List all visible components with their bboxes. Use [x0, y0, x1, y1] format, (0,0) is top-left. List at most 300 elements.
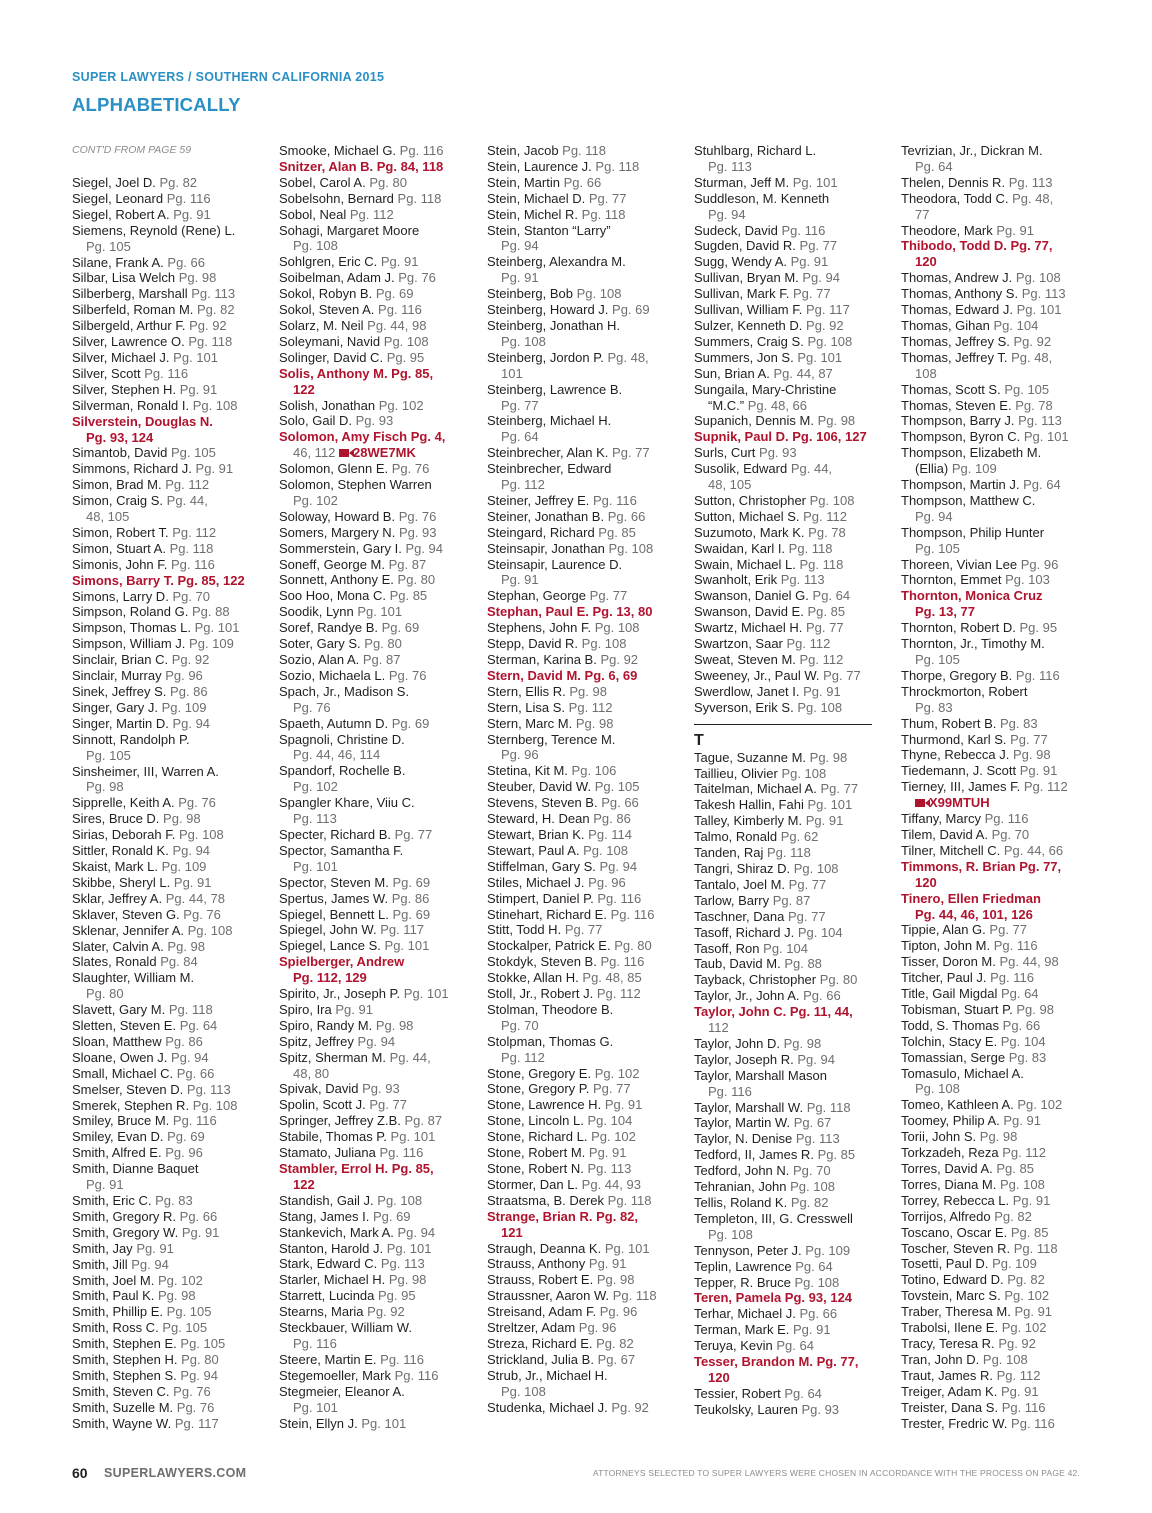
lawyer-entry: [279, 1272, 469, 1288]
page-ref: Pg. 64: [501, 429, 539, 445]
lawyer-name: Thomas, Gihan: [901, 317, 990, 333]
lawyer-name: Tilem, David A.: [901, 826, 988, 842]
page-ref: Pg. 82: [596, 1335, 634, 1351]
profile-page-ref: 84: [400, 158, 416, 174]
featured-lawyer-entry[interactable]: [487, 1209, 677, 1225]
lawyer-name: Slaughter, William M.: [72, 970, 195, 986]
lawyer-name: Sittler, Ronald K.: [72, 843, 169, 859]
lawyer-entry: [694, 750, 884, 766]
lawyer-entry: [694, 509, 884, 525]
page-ref: Pg. 95: [378, 1288, 416, 1304]
lawyer-entry: [487, 986, 677, 1002]
page-ref: Pg. 108: [794, 1274, 840, 1290]
lawyer-name: Standish, Gail J.: [279, 1192, 374, 1208]
lawyer-name: Strauss, Robert E.: [487, 1272, 594, 1288]
lawyer-entry: [279, 254, 469, 270]
lawyer-name: Tiffany, Marcy: [901, 811, 981, 827]
lawyer-name: Sweat, Steven M.: [694, 652, 796, 667]
lawyer-entry: [901, 159, 1091, 175]
lawyer-name: Sloane, Owen J.: [72, 1049, 168, 1065]
lawyer-entry: [487, 429, 677, 445]
lawyer-name: Simon, Craig S.: [72, 493, 164, 509]
lawyer-entry: [279, 891, 469, 907]
lawyer-name: Tiedemann, J. Scott: [901, 763, 1017, 779]
lawyer-name: Slater, Calvin A.: [72, 938, 164, 954]
lawyer-name: Stone, Robert N.: [487, 1161, 584, 1176]
lawyer-entry: [694, 1227, 884, 1243]
lawyer-entry: [72, 398, 262, 414]
page-ref: Pg. 112: [1023, 779, 1068, 795]
featured-lawyer-entry[interactable]: [694, 1290, 884, 1306]
page-ref: Pg. 94: [171, 1049, 209, 1065]
lawyer-name: Summers, Craig S.: [694, 333, 804, 349]
lawyer-name: Stanton, Harold J.: [279, 1240, 384, 1256]
lawyer-entry: [487, 254, 677, 270]
lawyer-entry: [901, 954, 1091, 970]
page-ref: Pg. 87: [388, 556, 427, 572]
page-ref: Pg. 91: [173, 874, 212, 890]
featured-lawyer-entry[interactable]: [72, 573, 262, 589]
lawyer-entry: [694, 207, 884, 223]
page-ref: Pg. 105: [166, 1304, 212, 1320]
lawyer-name: Soibelman, Adam J.: [279, 270, 395, 286]
lawyer-entry: [901, 668, 1091, 684]
lawyer-name: Sklaver, Steven G.: [72, 906, 180, 922]
lawyer-entry: [279, 843, 469, 859]
lawyer-name: Sipprelle, Keith A.: [72, 795, 175, 811]
lawyer-entry: [487, 716, 677, 732]
lawyer-entry: [487, 636, 677, 652]
featured-lawyer-entry[interactable]: [279, 954, 469, 970]
page-ref: Pg. 85: [996, 1161, 1034, 1176]
page-ref: Pg. 77: [823, 667, 861, 683]
profile-page-ref: 129: [345, 970, 367, 986]
featured-lawyer-entry[interactable]: [694, 429, 884, 445]
lawyer-entry: [487, 907, 677, 923]
page-ref: Pg. 94: [501, 238, 539, 254]
video-code[interactable]: [339, 445, 416, 460]
lawyer-entry: [72, 1384, 262, 1400]
page-ref: 77,: [1043, 858, 1062, 874]
lawyer-entry: [279, 445, 469, 461]
lawyer-entry: [279, 588, 469, 604]
lawyer-entry: [279, 1352, 469, 1368]
lawyer-name: Tolchin, Stacy E.: [901, 1033, 998, 1049]
lawyer-name: Terman, Mark E.: [694, 1322, 790, 1338]
lawyer-entry: [72, 1304, 262, 1320]
lawyer-entry: [901, 175, 1091, 191]
lawyer-entry: [694, 366, 884, 382]
lawyer-name: Stang, James I.: [279, 1208, 370, 1224]
lawyer-entry: [694, 1259, 884, 1275]
featured-lawyer-entry[interactable]: [279, 366, 469, 382]
lawyer-name: Sozio, Alan A.: [279, 652, 360, 667]
lawyer-entry: [694, 636, 884, 652]
page-number: 60: [72, 1465, 88, 1481]
profile-page-ref: 120: [708, 1369, 730, 1385]
page-ref: Pg. 108: [293, 238, 338, 254]
page-ref: Pg. 94: [180, 1367, 218, 1383]
lawyer-entry: [72, 302, 262, 318]
page-ref: 85,: [415, 365, 434, 381]
page-ref: Pg. 118: [562, 143, 607, 158]
page-ref: 85,: [201, 572, 224, 588]
page-ref: Pg. 91: [179, 381, 218, 397]
lawyer-entry: [279, 572, 469, 588]
page-ref: Pg. 101: [357, 604, 403, 620]
kicker-prefix: SUPER LAWYERS: [72, 70, 185, 84]
lawyer-entry: [279, 1177, 469, 1193]
lawyer-name: Stiffelman, Gary S.: [487, 858, 596, 874]
page-ref: Pg. 66: [563, 174, 602, 190]
page-ref: Pg. 94: [172, 715, 211, 731]
page-ref: Pg. 108: [192, 1097, 238, 1113]
lawyer-name: Smith, Gregory R.: [72, 1208, 177, 1224]
lawyer-name: Susolik, Edward: [694, 461, 788, 477]
page-ref: Pg. 116: [399, 143, 444, 158]
page-ref: Pg. 104: [763, 940, 808, 956]
lawyer-name: Sugden, David R.: [694, 238, 796, 254]
page-ref: Pg. 101: [293, 1399, 338, 1415]
lawyer-name: Tehranian, John: [694, 1179, 787, 1195]
lawyer-entry: [901, 191, 1091, 207]
lawyer-name: Steinberg, Bob: [487, 286, 574, 302]
page-ref: Pg. 108: [178, 827, 224, 843]
page-ref: Pg. 116: [708, 1083, 752, 1099]
lawyer-entry: [694, 1338, 884, 1354]
page-ref: Pg. 118: [188, 334, 233, 350]
lawyer-entry: [694, 143, 884, 159]
page-ref: Pg. 70: [793, 1163, 831, 1179]
featured-lawyer-entry[interactable]: [694, 1004, 884, 1020]
page-ref: Pg. 98: [596, 1272, 635, 1288]
page-ref: Pg. 80: [397, 572, 436, 588]
lawyer-name: Tisser, Doron M.: [901, 954, 996, 970]
lawyer-name: Stone, Gregory E.: [487, 1065, 592, 1081]
lawyer-name: Solarz, M. Neil: [279, 317, 364, 333]
page-ref: Pg. 85: [1010, 1224, 1049, 1240]
lawyer-entry: [487, 557, 677, 573]
featured-lawyer-entry[interactable]: [487, 668, 677, 684]
video-code[interactable]: [915, 795, 990, 810]
page-ref: Pg. 118: [806, 1099, 851, 1115]
lawyer-name: Spiegel, Bennett L.: [279, 906, 389, 922]
page-ref: Pg. 96: [501, 747, 539, 763]
lawyer-entry: [694, 477, 884, 493]
lawyer-name: Treister, Dana S.: [901, 1399, 999, 1415]
page-ref: Pg. 93: [398, 524, 437, 540]
lawyer-entry: [694, 893, 884, 909]
page-ref: Pg. 101: [797, 349, 843, 365]
lawyer-entry: [694, 557, 884, 573]
lawyer-name: Singer, Gary J.: [72, 699, 158, 715]
lawyer-entry: [901, 1288, 1091, 1304]
lawyer-entry: [901, 1304, 1091, 1320]
lawyer-name: Strange, Brian R. Pg.: [487, 1208, 617, 1224]
lawyer-entry: [487, 286, 677, 302]
page-ref: Pg. 116: [1011, 1415, 1055, 1431]
lawyer-name: Snitzer, Alan B. Pg.: [279, 158, 397, 174]
page-ref: Pg. 94: [131, 1256, 169, 1272]
lawyer-name: Smith, Phillip E.: [72, 1304, 164, 1320]
lawyer-name: Thum, Robert B.: [901, 715, 997, 731]
page-ref: Pg. 66: [1002, 1017, 1041, 1033]
lawyer-entry: [72, 859, 262, 875]
lawyer-name: Smooke, Michael G.: [279, 143, 397, 158]
lawyer-name: Templeton, III, G. Cresswell: [694, 1210, 853, 1226]
lawyer-name: Smith, Stephen S.: [72, 1367, 177, 1383]
lawyer-entry: [279, 1336, 469, 1352]
page-ref: Pg. 82: [1007, 1272, 1045, 1288]
page-ref: Pg. 69: [167, 1129, 205, 1145]
lawyer-entry: [279, 938, 469, 954]
lawyer-entry: [72, 970, 262, 986]
lawyer-name: Smith, Suzelle M.: [72, 1399, 174, 1415]
lawyer-name: Sun, Brian A.: [694, 365, 770, 381]
lawyer-name: Straatsma, B. Derek: [487, 1192, 605, 1208]
lawyer-name: Stein, Ellyn J.: [279, 1415, 358, 1431]
lawyer-entry: [487, 1241, 677, 1257]
page-ref: Pg. 86: [165, 1033, 203, 1049]
page-ref: Pg. 108: [383, 333, 429, 349]
lawyer-name: Stein, Laurence J.: [487, 158, 592, 174]
page-ref: Pg. 91: [1019, 763, 1058, 779]
page-title: ALPHABETICALLY: [72, 94, 241, 115]
lawyer-entry: [901, 1209, 1091, 1225]
featured-lawyer-entry[interactable]: [901, 604, 1091, 620]
lawyer-entry: [694, 1179, 884, 1195]
lawyer-entry: [72, 764, 262, 780]
lawyer-entry: [487, 954, 677, 970]
lawyer-entry: [694, 829, 884, 845]
lawyer-entry: [279, 875, 469, 891]
page-ref: Pg. 77: [369, 1097, 407, 1113]
lawyer-entry: [487, 652, 677, 668]
lawyer-entry: [694, 797, 884, 813]
featured-lawyer-entry[interactable]: [279, 970, 469, 986]
lawyer-name: Sterman, Karina B.: [487, 652, 597, 667]
page-ref: Pg. 93: [801, 1401, 840, 1417]
lawyer-entry: [279, 620, 469, 636]
lawyer-name: Todd, S. Thomas: [901, 1017, 1000, 1033]
lawyer-entry: [279, 747, 469, 763]
lawyer-name: Title, Gail Migdal: [901, 986, 998, 1002]
lawyer-name: Torrijos, Alfredo: [901, 1208, 991, 1224]
lawyer-entry: [72, 350, 262, 366]
lawyer-entry: [279, 827, 469, 843]
page-ref: Pg. 77: [788, 876, 827, 892]
featured-lawyer-entry[interactable]: [901, 891, 1091, 907]
page-ref: Pg. 48,: [1012, 190, 1054, 206]
lawyer-entry: [487, 1018, 677, 1034]
page-ref: Pg. 86: [391, 890, 430, 906]
page-ref: Pg. 98: [86, 779, 124, 795]
section-kicker: [72, 70, 384, 84]
lawyer-entry: [279, 986, 469, 1002]
page-ref: Pg. 44,: [389, 1049, 431, 1065]
lawyer-name: Taylor, Martin W.: [694, 1115, 791, 1131]
lawyer-entry: [279, 716, 469, 732]
page-ref: 101: [501, 365, 523, 381]
lawyer-entry: [72, 286, 262, 302]
lawyer-entry: [487, 413, 677, 429]
page-ref: Pg. 98: [167, 938, 205, 954]
lawyer-entry: [901, 1241, 1091, 1257]
lawyer-entry: [901, 1368, 1091, 1384]
page-ref: 46, 112: [293, 445, 340, 461]
lawyer-name: Spitz, Sherman M.: [279, 1049, 386, 1065]
page-ref: Pg. 112: [786, 636, 831, 652]
lawyer-entry: [694, 604, 884, 620]
page-ref: 77,: [840, 1354, 859, 1370]
lawyer-entry: [901, 493, 1091, 509]
page-ref: Pg. 91: [996, 222, 1034, 238]
page-ref: Pg. 103: [1005, 572, 1050, 588]
lawyer-entry: [901, 922, 1091, 938]
page-ref: Pg. 106: [571, 763, 617, 779]
lawyer-entry: [694, 845, 884, 861]
page-ref: Pg. 102: [157, 1272, 203, 1288]
page-ref: Pg. 92: [806, 317, 844, 333]
page-ref: Pg. 98: [158, 1288, 196, 1304]
lawyer-name: Thoreen, Vivian Lee: [901, 556, 1018, 572]
lawyer-entry: [901, 254, 1091, 270]
page-ref: Pg. 91: [588, 1256, 627, 1272]
footer-disclaimer: ATTORNEYS SELECTED TO SUPER LAWYERS WERE CHOSEN IN ACCORDANCE WITH THE PROCESS ON PAGE 42.: [592, 1468, 1080, 1478]
featured-lawyer-entry[interactable]: [279, 429, 469, 445]
lawyer-name: Spector, Steven M.: [279, 874, 389, 890]
page-ref: 112,: [316, 970, 346, 986]
lawyer-name: Thomas, Steven E.: [901, 397, 1012, 413]
page-ref: Pg. 108: [581, 636, 627, 652]
page-ref: Pg. 93: [759, 445, 797, 461]
featured-lawyer-entry[interactable]: [72, 430, 262, 446]
page-ref: Pg. 80: [86, 986, 124, 1002]
lawyer-name: Smith, Eric C.: [72, 1193, 152, 1208]
page-ref: Pg. 113: [380, 1256, 425, 1272]
lawyer-name: Solis, Anthony M. Pg.: [279, 365, 412, 381]
featured-lawyer-entry[interactable]: [487, 604, 677, 620]
lawyer-entry: [901, 684, 1091, 700]
lawyer-name: Swain, Michael L.: [694, 556, 796, 572]
lawyer-name: Smith, Alfred E.: [72, 1145, 162, 1161]
page-ref: Pg. 112: [349, 206, 394, 222]
page-ref: Pg. 85: [598, 524, 636, 540]
page-ref: Pg. 91: [588, 1145, 627, 1161]
lawyer-name: Streisand, Adam F.: [487, 1304, 597, 1320]
video-camera-icon: [915, 799, 925, 807]
lawyer-entry: [694, 1147, 884, 1163]
page-ref: Pg. 87: [404, 1113, 443, 1129]
page-ref: Pg. 91: [173, 206, 211, 222]
lawyer-name: Thompson, Barry J.: [901, 413, 1015, 429]
lawyer-name: Smith, Stephen H.: [72, 1352, 178, 1368]
lawyer-entry: [487, 1352, 677, 1368]
page-ref: Pg. 76: [398, 270, 436, 286]
page-ref: Pg. 64: [812, 588, 851, 604]
page-ref: Pg. 102: [1001, 1320, 1047, 1336]
featured-lawyer-entry[interactable]: [72, 414, 262, 430]
lawyer-entry: [487, 334, 677, 350]
lawyer-name: Taub, David M.: [694, 956, 781, 972]
lawyer-entry: [279, 636, 469, 652]
page-ref: Pg. 102: [293, 492, 338, 508]
lawyer-entry: [487, 207, 677, 223]
lawyer-name: Stern, Lisa S.: [487, 699, 566, 715]
lawyer-name: Taylor, Joseph R.: [694, 1051, 794, 1067]
page-ref: Pg. 83: [155, 1193, 193, 1208]
page-ref: Pg. 104: [797, 924, 843, 940]
lawyer-entry: [72, 366, 262, 382]
featured-lawyer-entry[interactable]: [694, 1354, 884, 1370]
featured-lawyer-entry[interactable]: [901, 907, 1091, 923]
page-ref: Pg. 113: [587, 1161, 632, 1176]
page-ref: Pg. 83: [915, 699, 953, 715]
lawyer-entry: [72, 1257, 262, 1273]
page-ref: Pg. 108: [807, 333, 853, 349]
lawyer-entry: [279, 1081, 469, 1097]
featured-lawyer-entry[interactable]: [901, 859, 1091, 875]
lawyer-name: Stephens, John F.: [487, 620, 592, 636]
lawyer-name: Strickland, Julia B.: [487, 1351, 594, 1367]
lawyer-entry: [279, 1256, 469, 1272]
page-ref: Pg. 82: [994, 1208, 1032, 1224]
profile-page-ref: 120: [915, 874, 937, 890]
page-ref: Pg. 113: [795, 1131, 840, 1147]
page-ref: Pg. 91: [501, 270, 539, 286]
lawyer-entry: [901, 620, 1091, 636]
lawyer-entry: [901, 541, 1091, 557]
page-ref: Pg. 96: [1020, 556, 1059, 572]
featured-lawyer-entry[interactable]: [901, 588, 1091, 604]
lawyer-name: Sullivan, Bryan M.: [694, 270, 799, 286]
page-ref: Pg. 116: [781, 222, 826, 238]
lawyer-name: Steinberg, Jordon P.: [487, 349, 604, 365]
page-ref: Pg. 92: [171, 652, 210, 668]
lawyer-name: Steinberg, Michael H.: [487, 413, 612, 429]
lawyer-entry: [72, 700, 262, 716]
featured-lawyer-entry[interactable]: [279, 159, 469, 175]
lawyer-entry: [901, 350, 1091, 366]
lawyer-entry: [694, 334, 884, 350]
lawyer-name: Sinclair, Murray: [72, 668, 162, 684]
lawyer-name: Thibodo, Todd D. Pg.: [901, 238, 1031, 254]
lawyer-entry: [694, 493, 884, 509]
page-ref: Pg. 64: [795, 1258, 833, 1274]
lawyer-entry: [279, 684, 469, 700]
page-ref: Pg. 92: [367, 1304, 405, 1320]
page-ref: Pg. 76: [176, 1399, 215, 1415]
lawyer-entry: [72, 1320, 262, 1336]
lawyer-entry: [487, 1336, 677, 1352]
page-ref: Pg. 105: [162, 1320, 208, 1336]
lawyer-entry: [279, 1193, 469, 1209]
lawyer-entry: [694, 700, 884, 716]
lawyer-entry: [487, 159, 677, 175]
page-ref: Pg. 108: [781, 765, 827, 781]
footer-site-link[interactable]: SUPERLAWYERS.COM: [104, 1466, 247, 1480]
profile-page-ref: 122: [293, 1176, 315, 1192]
lawyer-entry: [487, 779, 677, 795]
page-ref: Pg. 114: [588, 826, 633, 842]
featured-lawyer-entry[interactable]: [901, 238, 1091, 254]
lawyer-entry: [279, 652, 469, 668]
page-ref: Pg. 67: [793, 1115, 832, 1131]
lawyer-entry: [279, 1129, 469, 1145]
page-ref: 77,: [1034, 238, 1053, 254]
featured-lawyer-entry[interactable]: [279, 1161, 469, 1177]
page-ref: Pg. 101: [604, 1240, 650, 1256]
